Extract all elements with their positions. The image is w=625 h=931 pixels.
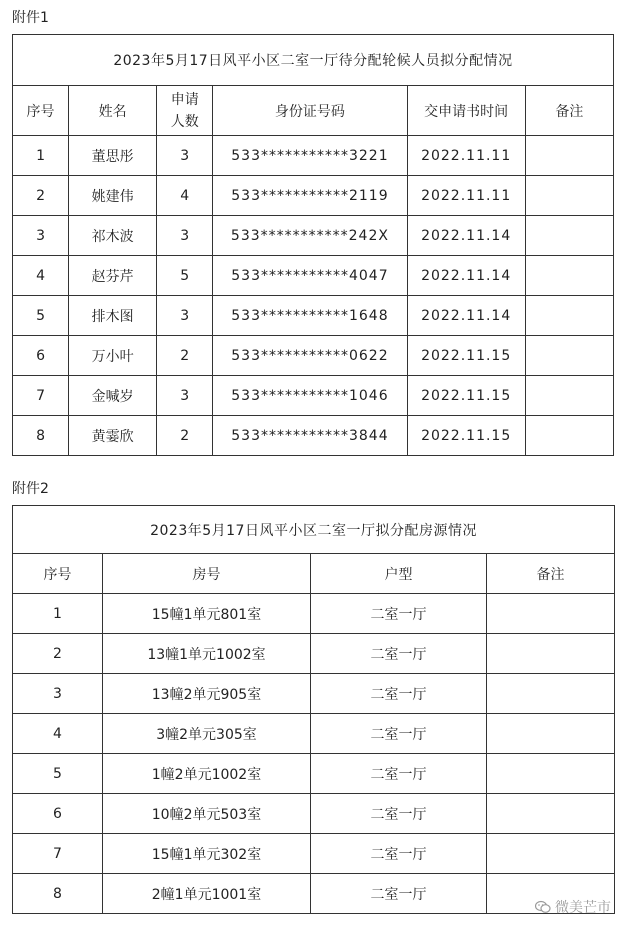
row-index-cell: 8: [13, 416, 69, 456]
id-number-cell: 533***********242X: [213, 216, 407, 256]
applicant-count-cell: 3: [157, 216, 213, 256]
id-number-cell: 533***********2119: [213, 176, 407, 216]
room-number-cell: 1幢2单元1002室: [103, 754, 311, 794]
layout-cell: 二室一厅: [311, 594, 487, 634]
room-number-cell: 2幢1单元1001室: [103, 874, 311, 914]
id-number-cell: 533***********4047: [213, 256, 407, 296]
table-row: [13, 416, 614, 456]
applicant-count-cell: 5: [157, 256, 213, 296]
room-number-cell: 15幢1单元302室: [103, 834, 311, 874]
remarks-cell: [525, 136, 613, 176]
table-1-title: 2023年5月17日风平小区二室一厅待分配轮候人员拟分配情况: [13, 35, 614, 86]
id-number-cell: 533***********3844: [213, 416, 407, 456]
allocation-candidates-table: [12, 34, 614, 456]
remarks-cell: [525, 216, 613, 256]
layout-cell: 二室一厅: [311, 674, 487, 714]
table-1-header-row: [13, 86, 614, 136]
table-row: [13, 296, 614, 336]
applicant-name-cell: 金喊岁: [69, 376, 157, 416]
wechat-icon: [535, 900, 551, 914]
table-row: [13, 336, 614, 376]
remarks-cell: [525, 176, 613, 216]
applicant-count-cell: 2: [157, 336, 213, 376]
remarks-cell: [487, 634, 615, 674]
remarks-cell: [487, 674, 615, 714]
column-header-room-number: 房号: [103, 554, 311, 594]
applicant-count-header-text: 申请 人数: [170, 91, 199, 130]
remarks-cell: [525, 416, 613, 456]
applicant-name-cell: 赵芬芹: [69, 256, 157, 296]
watermark-text: 微美芒市: [555, 900, 611, 916]
column-header-submission-date: 交申请书时间: [407, 86, 525, 136]
applicant-count-cell: 4: [157, 176, 213, 216]
layout-cell: 二室一厅: [311, 834, 487, 874]
layout-cell: 二室一厅: [311, 714, 487, 754]
row-index-cell: 6: [13, 794, 103, 834]
column-header-index: 序号: [13, 86, 69, 136]
layout-cell: 二室一厅: [311, 634, 487, 674]
column-header-layout: 户型: [311, 554, 487, 594]
room-number-cell: 13幢1单元1002室: [103, 634, 311, 674]
attachment-2-label: 附件2: [12, 481, 49, 497]
layout-cell: 二室一厅: [311, 874, 487, 914]
column-header-id-number: 身份证号码: [213, 86, 407, 136]
id-number-cell: 533***********1648: [213, 296, 407, 336]
remarks-cell: [525, 336, 613, 376]
row-index-cell: 3: [13, 216, 69, 256]
table-row: [13, 176, 614, 216]
room-number-cell: 3幢2单元305室: [103, 714, 311, 754]
table-2-title: 2023年5月17日风平小区二室一厅拟分配房源情况: [13, 506, 615, 554]
remarks-cell: [487, 714, 615, 754]
housing-allocation-table: [12, 505, 615, 914]
remarks-cell: [525, 296, 613, 336]
row-index-cell: 4: [13, 714, 103, 754]
applicant-name-cell: 排木图: [69, 296, 157, 336]
column-header-remarks: 备注: [487, 554, 615, 594]
column-header-remarks: 备注: [525, 86, 613, 136]
table-row: [13, 376, 614, 416]
table-row: [13, 874, 615, 914]
row-index-cell: 2: [13, 176, 69, 216]
column-header-index: 序号: [13, 554, 103, 594]
table-row: [13, 256, 614, 296]
row-index-cell: 1: [13, 594, 103, 634]
room-number-cell: 10幢2单元503室: [103, 794, 311, 834]
room-number-cell: 13幢2单元905室: [103, 674, 311, 714]
remarks-cell: [525, 256, 613, 296]
attachment-1-label: 附件1: [12, 10, 49, 26]
column-header-applicant-count: [157, 86, 213, 136]
submission-date-cell: 2022.11.11: [407, 176, 525, 216]
id-number-cell: 533***********1046: [213, 376, 407, 416]
table-row: [13, 754, 615, 794]
id-number-cell: 533***********3221: [213, 136, 407, 176]
row-index-cell: 8: [13, 874, 103, 914]
applicant-count-cell: 3: [157, 376, 213, 416]
table-row: [13, 634, 615, 674]
applicant-count-cell: 3: [157, 136, 213, 176]
row-index-cell: 5: [13, 754, 103, 794]
table-row: [13, 714, 615, 754]
table-row: [13, 136, 614, 176]
submission-date-cell: 2022.11.15: [407, 416, 525, 456]
applicant-name-cell: 姚建伟: [69, 176, 157, 216]
row-index-cell: 7: [13, 834, 103, 874]
applicant-count-cell: 3: [157, 296, 213, 336]
submission-date-cell: 2022.11.14: [407, 296, 525, 336]
remarks-cell: [487, 754, 615, 794]
row-index-cell: 3: [13, 674, 103, 714]
submission-date-cell: 2022.11.15: [407, 376, 525, 416]
table-row: [13, 216, 614, 256]
applicant-name-cell: 董思彤: [69, 136, 157, 176]
row-index-cell: 6: [13, 336, 69, 376]
layout-cell: 二室一厅: [311, 754, 487, 794]
submission-date-cell: 2022.11.15: [407, 336, 525, 376]
room-number-cell: 15幢1单元801室: [103, 594, 311, 634]
submission-date-cell: 2022.11.14: [407, 216, 525, 256]
row-index-cell: 2: [13, 634, 103, 674]
table-2-header-row: [13, 554, 615, 594]
remarks-cell: [487, 834, 615, 874]
table-row: [13, 594, 615, 634]
layout-cell: 二室一厅: [311, 794, 487, 834]
table-row: [13, 834, 615, 874]
remarks-cell: [487, 594, 615, 634]
table-row: [13, 794, 615, 834]
column-header-name: 姓名: [69, 86, 157, 136]
applicant-name-cell: 万小叶: [69, 336, 157, 376]
id-number-cell: 533***********0622: [213, 336, 407, 376]
remarks-cell: [487, 794, 615, 834]
watermark: [535, 897, 611, 917]
remarks-cell: [525, 376, 613, 416]
submission-date-cell: 2022.11.11: [407, 136, 525, 176]
applicant-name-cell: 黄霎欣: [69, 416, 157, 456]
row-index-cell: 5: [13, 296, 69, 336]
row-index-cell: 7: [13, 376, 69, 416]
table-row: [13, 674, 615, 714]
applicant-count-cell: 2: [157, 416, 213, 456]
applicant-name-cell: 祁木波: [69, 216, 157, 256]
row-index-cell: 1: [13, 136, 69, 176]
row-index-cell: 4: [13, 256, 69, 296]
submission-date-cell: 2022.11.14: [407, 256, 525, 296]
